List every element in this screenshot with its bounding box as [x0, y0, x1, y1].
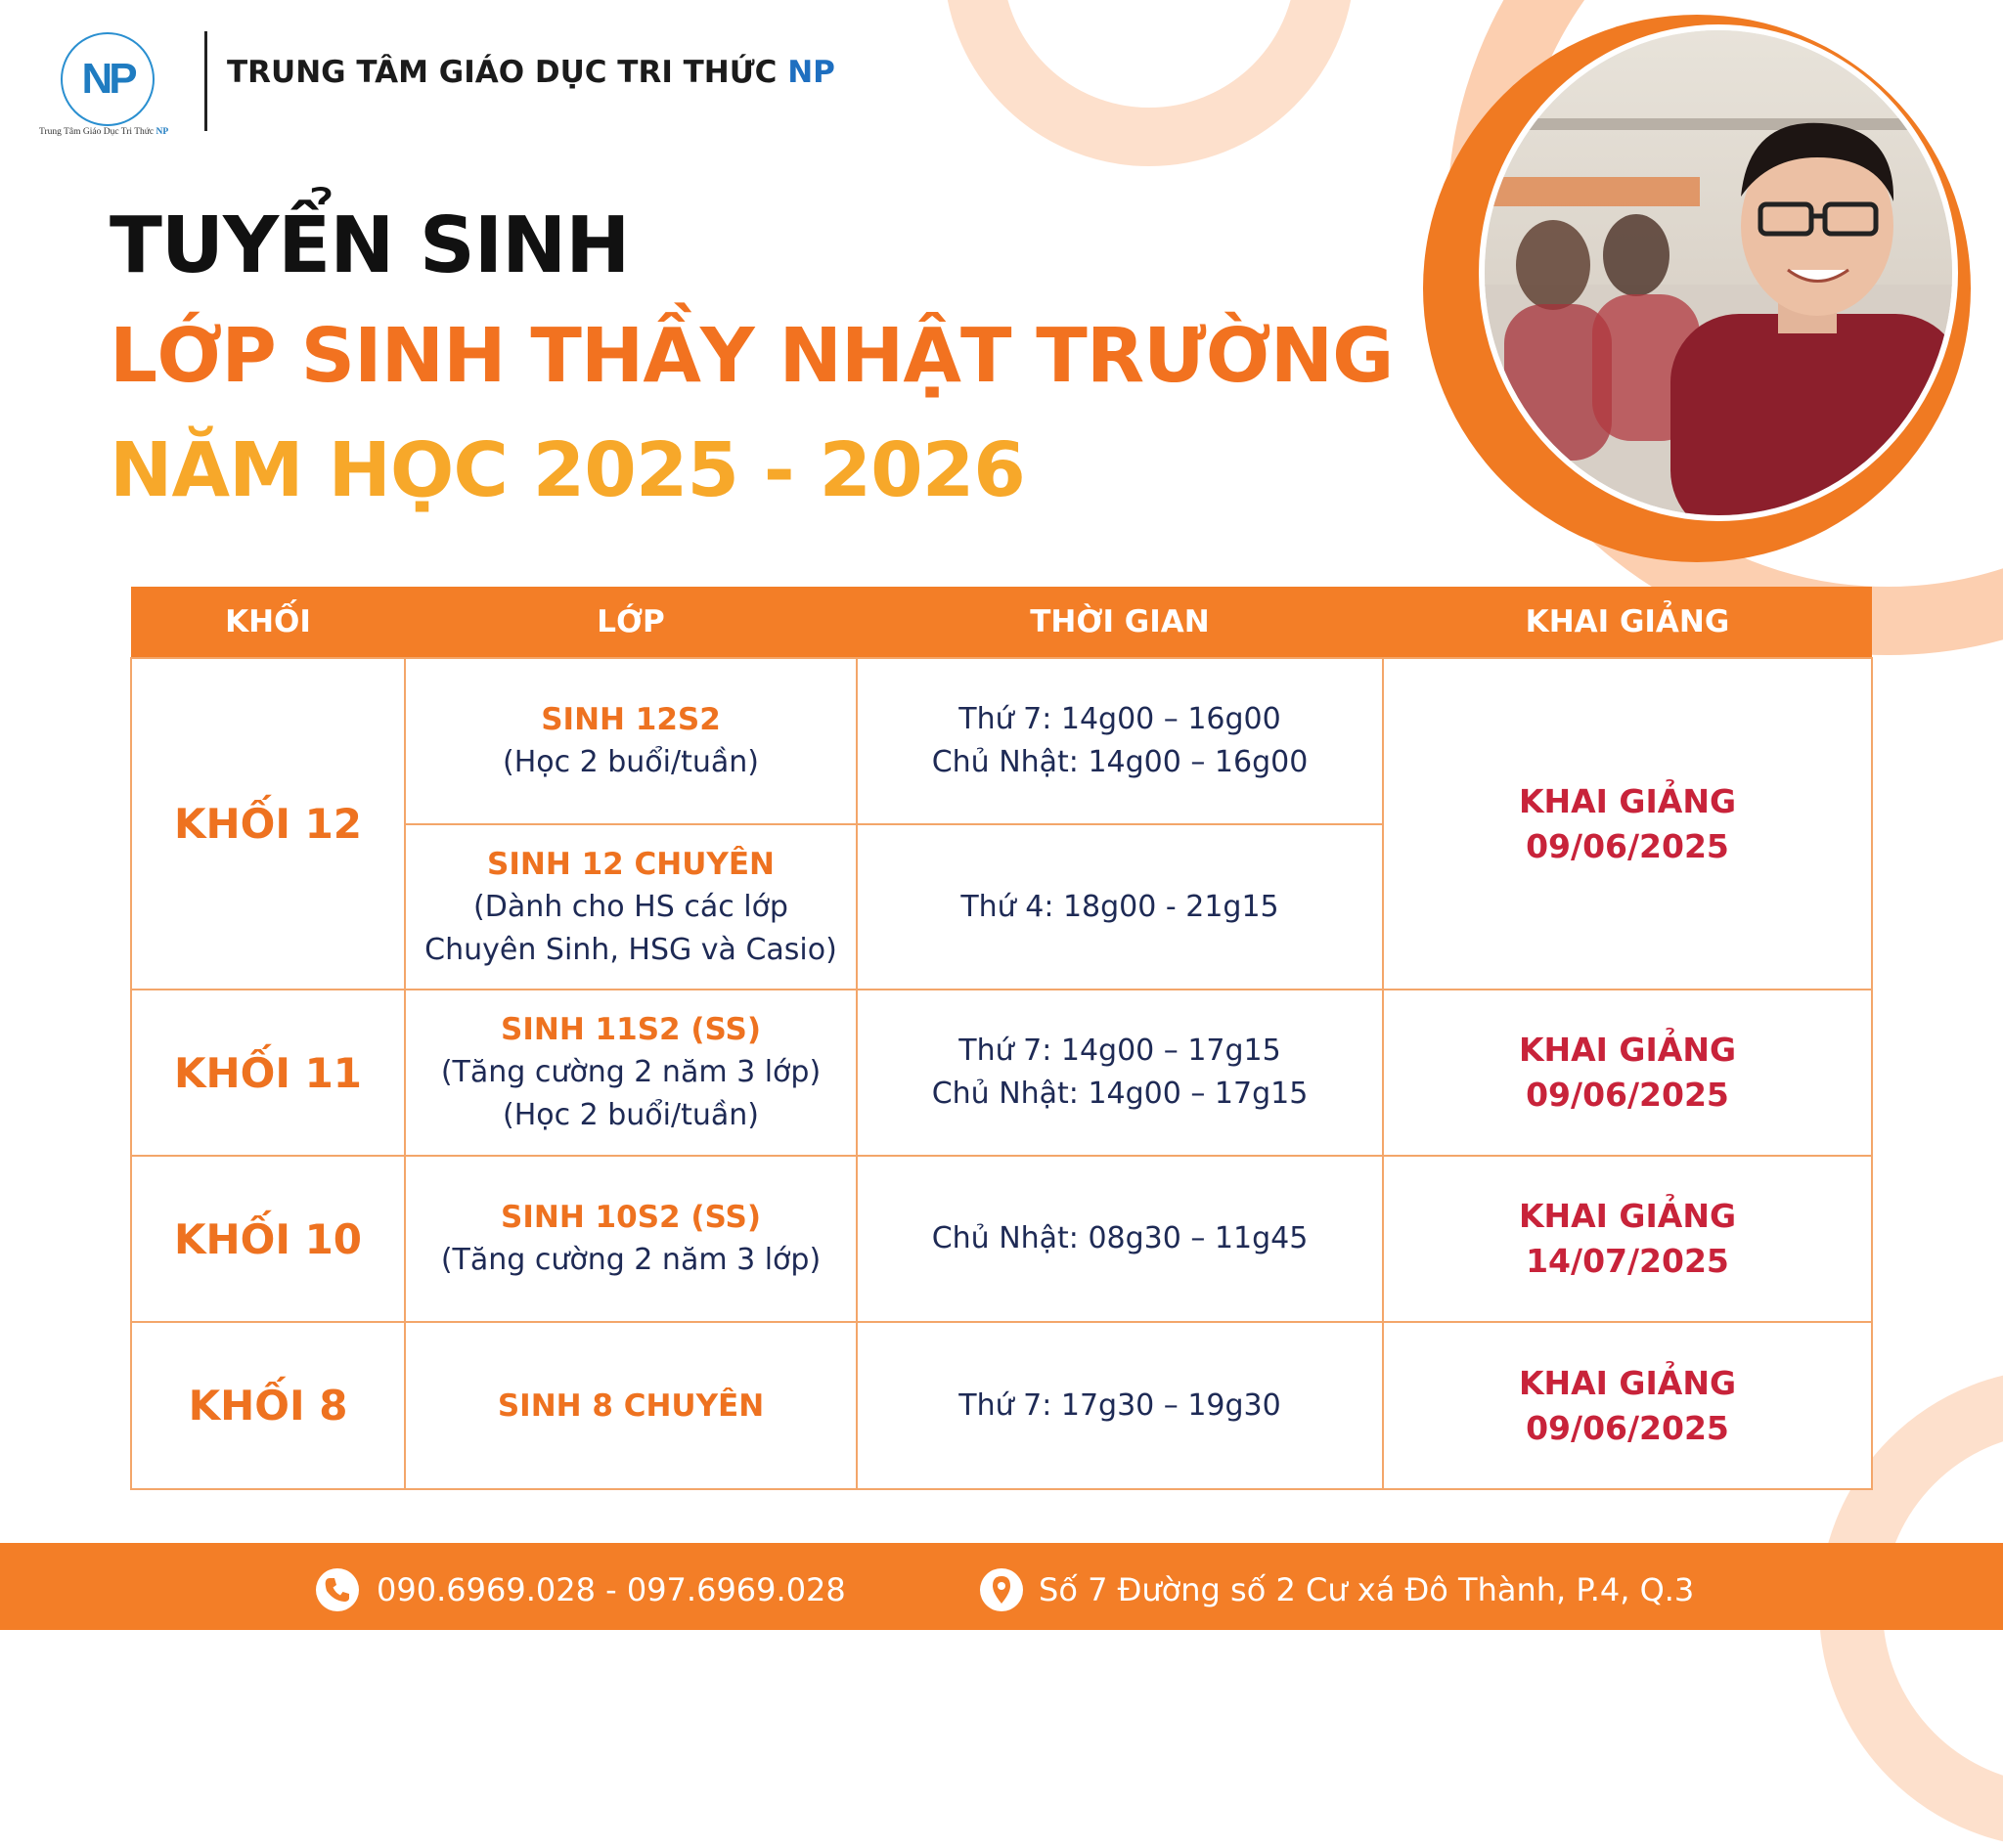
time-cell: Chủ Nhật: 08g30 – 11g45	[857, 1156, 1383, 1322]
logo-monogram: NP	[81, 55, 134, 103]
grade-cell: KHỐI 8	[131, 1322, 405, 1489]
center-logo	[61, 32, 155, 126]
decorative-ring-top	[944, 0, 1355, 166]
column-header-class: LỚP	[405, 587, 857, 658]
table-row	[131, 658, 1872, 824]
class-cell: SINH 8 CHUYÊN	[405, 1322, 857, 1489]
map-pin-icon	[980, 1568, 1023, 1611]
opening-cell: KHAI GIẢNG 09/06/2025	[1383, 658, 1872, 990]
table-row	[131, 1322, 1872, 1489]
time-cell: Thứ 7: 17g30 – 19g30	[857, 1322, 1383, 1489]
class-cell: SINH 11S2 (SS) (Tăng cường 2 năm 3 lớp) (Học 2 buổi/tuần)	[405, 990, 857, 1156]
table-header-row	[131, 587, 1872, 658]
opening-cell: KHAI GIẢNG 09/06/2025	[1383, 990, 1872, 1156]
teacher-photo	[1479, 24, 1958, 521]
time-cell: Thứ 7: 14g00 – 17g15 Chủ Nhật: 14g00 – 17g15	[857, 990, 1383, 1156]
table-row	[131, 990, 1872, 1156]
grade-cell: KHỐI 12	[131, 658, 405, 990]
column-header-time: THỜI GIAN	[857, 587, 1383, 658]
table-row	[131, 1156, 1872, 1322]
column-header-grade: KHỐI	[131, 587, 405, 658]
opening-cell: KHAI GIẢNG 14/07/2025	[1383, 1156, 1872, 1322]
header-divider	[204, 31, 207, 131]
phone-numbers[interactable]: 090.6969.028 - 097.6969.028	[377, 1571, 846, 1608]
center-name: TRUNG TÂM GIÁO DỤC TRI THỨC NP	[227, 55, 835, 90]
opening-cell: KHAI GIẢNG 09/06/2025	[1383, 1322, 1872, 1489]
grade-cell: KHỐI 10	[131, 1156, 405, 1322]
time-cell: Thứ 4: 18g00 - 21g15	[857, 824, 1383, 990]
class-cell: SINH 10S2 (SS) (Tăng cường 2 năm 3 lớp)	[405, 1156, 857, 1322]
column-header-opening: KHAI GIẢNG	[1383, 587, 1872, 658]
class-cell: SINH 12S2 (Học 2 buổi/tuần)	[405, 658, 857, 824]
grade-cell: KHỐI 11	[131, 990, 405, 1156]
headline-class-name: LỚP SINH THẦY NHẬT TRƯỜNG	[110, 313, 1394, 400]
headline-school-year: NĂM HỌC 2025 - 2026	[110, 427, 1025, 514]
logo-caption: Trung Tâm Giáo Dục Tri Thức NP	[39, 127, 169, 137]
phone-icon	[316, 1568, 359, 1611]
headline-enrollment: TUYỂN SINH	[110, 200, 630, 290]
schedule-table	[130, 587, 1873, 1490]
teacher-photo-illustration	[1485, 30, 1952, 515]
address: Số 7 Đường số 2 Cư xá Đô Thành, P.4, Q.3	[1039, 1571, 1695, 1608]
class-cell: SINH 12 CHUYÊN (Dành cho HS các lớp Chuyên Sinh, HSG và Casio)	[405, 824, 857, 990]
time-cell: Thứ 7: 14g00 – 16g00 Chủ Nhật: 14g00 – 16g00	[857, 658, 1383, 824]
